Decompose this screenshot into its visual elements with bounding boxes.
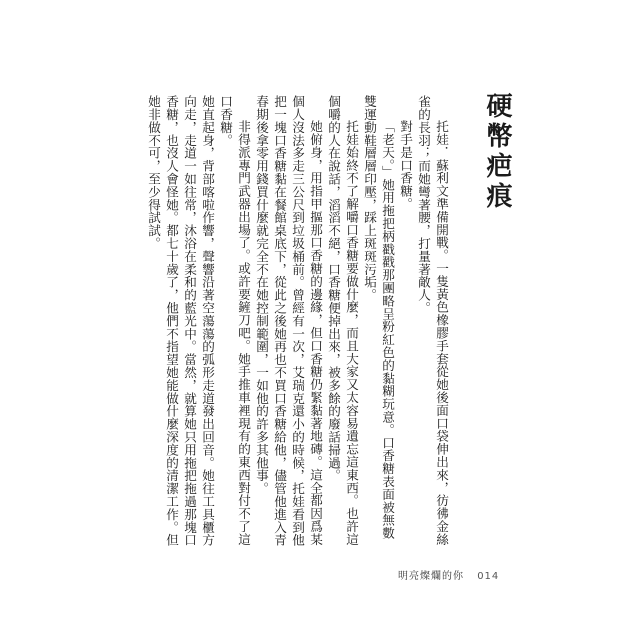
paragraph-6: 非得派專門武器出場了。或許要鏟刀吧。她手推車裡現有的東西對付不了這口香糖。 [218,95,251,546]
paragraph-5: 她俯身，用指甲摳那口香糖的邊緣，但口香糖仍緊黏著地磚。這全都因爲某個人沒法多走三公尺到垃圾桶前。曾經有一次，艾瑞克還小的時候，托娃看到他把一塊口香糖黏在餐館桌底下，從此之後她再也不買口香糖給他，儘管他進入青春期後拿零用錢買什麼就完全不在她控制範圍，一如他的許多其他事。 [254,95,323,547]
page-number: 014 [477,571,500,582]
running-book-title: 明亮燦爛的你 [398,571,464,582]
paragraph-2: 對手是口香糖。 [398,120,413,211]
paragraph-7: 她直起身，背部喀啦作響，聲響沿著空蕩蕩的弧形走道發出回音。她往工具櫃方向走，走道一如往常，沐浴在柔和的藍光中。當然，就算她只用拖把拖過那塊口香糖，也沒人會怪她。都七十歲了，他們不指望她能做什麼深度的清潔工作。但她非做不可，至少得試試。 [146,95,215,547]
body-text [146,95,450,547]
paragraph-1: 托娃．蘇利文準備開戰。一隻黃色橡膠手套從她後面口袋伸出來，彷彿金絲雀的長羽；而她彎著腰，打量著敵人。 [416,95,449,546]
paragraph-4: 托娃始終不了解嚼口香糖要做什麼，而且大家又太容易遺忘這東西。也許這個嚼的人在說話，滔滔不絕，口香糖便掉出來，被多餘的廢話掃過。 [326,95,359,546]
paragraph-3: 「老天。」她用拖把柄戳戳那團略呈粉紅色的黏糊玩意。口香糖表面被無數雙運動鞋層層印壓，踩上斑斑污垢。 [362,95,395,540]
chapter-title: 硬幣疤痕 [482,92,512,212]
page-footer [398,567,499,583]
